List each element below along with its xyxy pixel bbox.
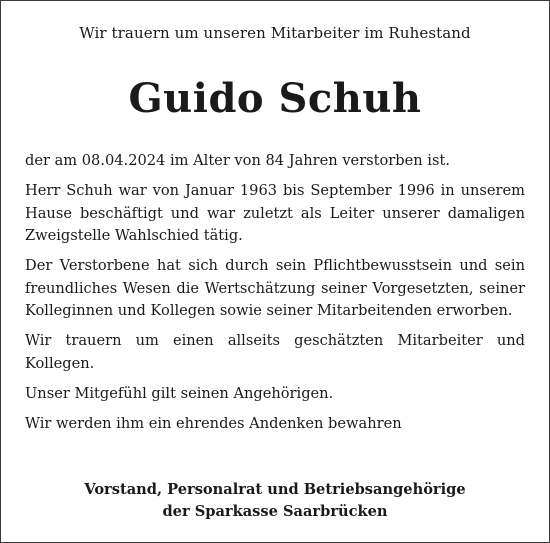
deceased-name: Guido Schuh bbox=[128, 75, 422, 122]
paragraph-remembrance: Wir werden ihm ein ehrendes Andenken bewahren bbox=[25, 414, 402, 432]
paragraph-mourning: Wir trauern um einen allseits geschätzten Mitarbeiter und Kollegen. bbox=[25, 332, 525, 372]
paragraph-employment: Herr Schuh war von Januar 1963 bis September 1996 in unserem Hause beschäftigt und war zuletzt als Leiter unserer damaligen Zweigstelle Wahlschied tätig. bbox=[25, 182, 525, 244]
signature-line-2: der Sparkasse Saarbrücken bbox=[162, 503, 388, 520]
signature-line-1: Vorstand, Personalrat und Betriebsangehörige bbox=[84, 481, 466, 498]
notice-body bbox=[25, 150, 525, 443]
signature-block bbox=[1, 479, 549, 523]
paragraph-sympathy: Unser Mitgefühl gilt seinen Angehörigen. bbox=[25, 384, 334, 402]
paragraph-appreciation: Der Verstorbene hat sich durch sein Pflichtbewusstsein und sein freundliches Wesen die Wertschätzung seiner Vorgesetzten, seiner Kolleginnen und Kollegen sowie seiner Mitarbeitenden erworben. bbox=[25, 257, 525, 319]
paragraph-death-date: der am 08.04.2024 im Alter von 84 Jahren verstorben ist. bbox=[25, 152, 450, 169]
intro-line: Wir trauern um unseren Mitarbeiter im Ruhestand bbox=[79, 24, 471, 42]
